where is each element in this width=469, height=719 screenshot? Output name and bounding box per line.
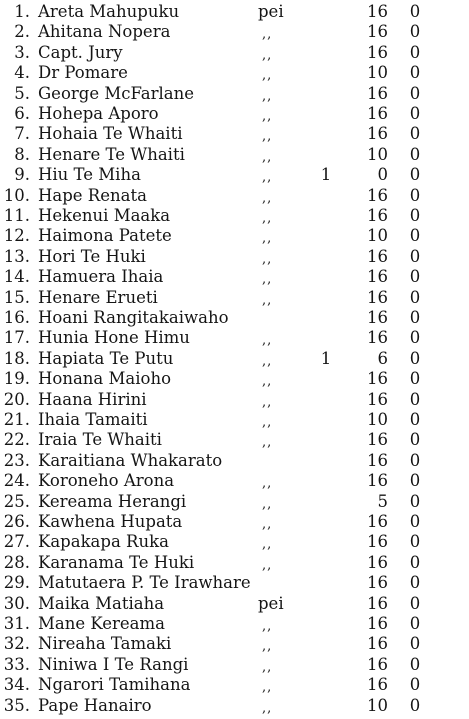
amount-shillings: 5 bbox=[377, 491, 388, 511]
amount-shillings: 0 bbox=[377, 165, 388, 185]
row-number: 26. bbox=[3, 512, 30, 531]
person-name: Iraia Te Whaiti bbox=[38, 430, 162, 450]
list-item bbox=[0, 573, 469, 593]
amount-pence: 0 bbox=[409, 328, 421, 348]
amount-shillings: 16 bbox=[367, 22, 388, 42]
row-number: 8. bbox=[14, 144, 30, 164]
person-name: Hunia Hone Himu bbox=[38, 328, 190, 348]
list-item bbox=[0, 634, 469, 654]
row-number: 18. bbox=[3, 348, 30, 368]
ditto-mark: ,, bbox=[262, 700, 273, 716]
amount-shillings: 16 bbox=[367, 328, 388, 348]
list-item bbox=[0, 267, 469, 287]
amount-shillings: 16 bbox=[367, 552, 388, 572]
amount-pounds: 1 bbox=[320, 165, 332, 185]
amount-shillings: 16 bbox=[367, 83, 388, 103]
amount-shillings: 16 bbox=[367, 246, 388, 266]
ditto-mark: ,, bbox=[262, 394, 273, 410]
row-number: 21. bbox=[3, 410, 30, 429]
list-item bbox=[0, 594, 469, 614]
person-name: Ahitana Nopera bbox=[38, 22, 171, 42]
person-name: Henare Erueti bbox=[38, 287, 158, 307]
amount-shillings: 16 bbox=[367, 42, 388, 62]
ditto-mark: ,, bbox=[262, 190, 273, 206]
person-name: Capt. Jury bbox=[38, 42, 123, 62]
ditto-mark: ,, bbox=[262, 211, 273, 226]
amount-pence: 0 bbox=[409, 165, 421, 185]
amount-pounds: 1 bbox=[320, 348, 332, 368]
list-item bbox=[0, 390, 469, 410]
amount-shillings: 16 bbox=[367, 450, 388, 470]
person-name: George McFarlane bbox=[38, 83, 195, 103]
person-name: Kereama Herangi bbox=[38, 491, 187, 511]
row-number: 25. bbox=[3, 491, 30, 511]
list-item bbox=[0, 696, 469, 716]
amount-shillings: 16 bbox=[367, 430, 388, 450]
row-number: 11. bbox=[3, 206, 30, 225]
ditto-mark: ,, bbox=[262, 353, 273, 369]
ditto-mark: ,, bbox=[262, 557, 273, 573]
row-number: 15. bbox=[3, 287, 30, 307]
row-number: 30. bbox=[3, 593, 30, 613]
amount-pence: 0 bbox=[409, 552, 421, 572]
row-number: 16. bbox=[3, 308, 30, 327]
row-number: 27. bbox=[3, 532, 30, 552]
ditto-mark: ,, bbox=[262, 415, 273, 430]
ditto-mark: ,, bbox=[262, 292, 273, 308]
amount-pence: 0 bbox=[409, 206, 421, 225]
amount-shillings: 16 bbox=[367, 675, 388, 695]
ditto-mark: ,, bbox=[262, 435, 273, 451]
row-number: 14. bbox=[3, 267, 30, 287]
row-number: 31. bbox=[3, 614, 30, 633]
row-number: 34. bbox=[3, 675, 30, 695]
amount-shillings: 16 bbox=[367, 634, 388, 654]
person-name: Haana Hirini bbox=[38, 389, 147, 409]
amount-shillings: 16 bbox=[367, 124, 388, 144]
person-name: Niniwa I Te Rangi bbox=[38, 654, 189, 674]
amount-shillings: 16 bbox=[367, 532, 388, 552]
ditto-mark: ,, bbox=[262, 109, 273, 124]
amount-pence: 0 bbox=[409, 104, 421, 123]
ditto-mark: ,, bbox=[262, 68, 273, 84]
row-number: 4. bbox=[14, 63, 30, 83]
list-item bbox=[0, 492, 469, 512]
person-name: Pape Hanairo bbox=[38, 695, 152, 715]
list-item bbox=[0, 655, 469, 675]
amount-shillings: 16 bbox=[367, 593, 388, 613]
person-name: Dr Pomare bbox=[38, 63, 128, 83]
amount-pence: 0 bbox=[409, 22, 421, 42]
amount-shillings: 16 bbox=[367, 267, 388, 287]
amount-pence: 0 bbox=[409, 144, 421, 164]
list-item bbox=[0, 186, 469, 206]
ditto-mark: ,, bbox=[262, 517, 273, 532]
ditto-mark: ,, bbox=[262, 47, 273, 63]
list-item bbox=[0, 451, 469, 471]
row-number: 12. bbox=[3, 226, 30, 246]
amount-pence: 0 bbox=[409, 246, 421, 266]
list-item bbox=[0, 288, 469, 308]
ditto-mark: ,, bbox=[262, 476, 273, 492]
ditto-mark: ,, bbox=[262, 374, 273, 390]
list-item bbox=[0, 512, 469, 532]
row-number: 29. bbox=[3, 573, 30, 593]
person-name: Hohaia Te Whaiti bbox=[38, 124, 183, 144]
row-number: 1. bbox=[14, 2, 30, 21]
amount-shillings: 16 bbox=[367, 206, 388, 225]
amount-pence: 0 bbox=[409, 124, 421, 144]
row-number: 20. bbox=[3, 389, 30, 409]
person-name: Karanama Te Huki bbox=[38, 552, 195, 572]
list-item bbox=[0, 308, 469, 328]
amount-shillings: 10 bbox=[367, 144, 388, 164]
ditto-mark: ,, bbox=[262, 496, 273, 512]
list-item bbox=[0, 145, 469, 165]
list-item bbox=[0, 349, 469, 369]
list-item bbox=[0, 2, 469, 22]
ditto-mark: ,, bbox=[262, 333, 273, 349]
row-number: 33. bbox=[3, 654, 30, 674]
person-name: Nireaha Tamaki bbox=[38, 634, 172, 654]
list-item bbox=[0, 63, 469, 83]
person-name: Ngarori Tamihana bbox=[38, 675, 191, 695]
ditto-mark: ,, bbox=[262, 619, 273, 634]
row-number: 7. bbox=[14, 124, 30, 144]
list-item bbox=[0, 532, 469, 552]
person-name: Koroneho Arona bbox=[38, 471, 175, 491]
amount-pence: 0 bbox=[409, 287, 421, 307]
amount-shillings: 16 bbox=[367, 369, 388, 389]
person-name: Hamuera Ihaia bbox=[38, 267, 164, 287]
person-name: Hoani Rangitakaiwaho bbox=[38, 308, 229, 327]
ditto-mark: ,, bbox=[262, 659, 273, 675]
list-item bbox=[0, 675, 469, 695]
list-item bbox=[0, 22, 469, 42]
amount-shillings: 16 bbox=[367, 308, 388, 327]
amount-pence: 0 bbox=[409, 675, 421, 695]
list-item bbox=[0, 614, 469, 634]
amount-pence: 0 bbox=[409, 369, 421, 389]
list-item bbox=[0, 471, 469, 491]
row-number: 13. bbox=[3, 246, 30, 266]
person-name: Kapakapa Ruka bbox=[38, 532, 169, 552]
list-item bbox=[0, 430, 469, 450]
person-name: Hori Te Huki bbox=[38, 246, 146, 266]
row-number: 5. bbox=[14, 83, 30, 103]
ditto-mark: ,, bbox=[262, 272, 273, 288]
ditto-mark: ,, bbox=[262, 27, 273, 43]
amount-shillings: 16 bbox=[367, 287, 388, 307]
amount-shillings: 16 bbox=[367, 573, 388, 593]
ditto-mark: ,, bbox=[262, 149, 273, 165]
amount-pence: 0 bbox=[409, 471, 421, 491]
amount-shillings: 16 bbox=[367, 471, 388, 491]
amount-shillings: 10 bbox=[367, 695, 388, 715]
amount-pence: 0 bbox=[409, 512, 421, 531]
amount-shillings: 16 bbox=[367, 104, 388, 123]
person-name: Karaitiana Whakarato bbox=[38, 450, 223, 470]
amount-pence: 0 bbox=[409, 654, 421, 674]
amount-pence: 0 bbox=[409, 573, 421, 593]
row-number: 3. bbox=[14, 42, 30, 62]
person-name: Maika Matiaha bbox=[38, 593, 165, 613]
person-name: Matutaera P. Te Irawhare bbox=[38, 573, 251, 593]
amount-shillings: 16 bbox=[367, 614, 388, 633]
list-item bbox=[0, 104, 469, 124]
ditto-mark: ,, bbox=[262, 231, 273, 247]
person-name: Kawhena Hupata bbox=[38, 512, 183, 531]
list-item bbox=[0, 247, 469, 267]
list-item bbox=[0, 553, 469, 573]
row-number: 2. bbox=[14, 22, 30, 42]
ditto-mark: ,, bbox=[262, 537, 273, 553]
list-item bbox=[0, 43, 469, 63]
ditto-mark: ,, bbox=[262, 639, 273, 655]
amount-pence: 0 bbox=[409, 491, 421, 511]
amount-pence: 0 bbox=[409, 430, 421, 450]
amount-pence: 0 bbox=[409, 83, 421, 103]
amount-pence: 0 bbox=[409, 614, 421, 633]
amount-pence: 0 bbox=[409, 63, 421, 83]
amount-shillings: 16 bbox=[367, 2, 388, 21]
amount-shillings: 16 bbox=[367, 654, 388, 674]
list-item bbox=[0, 369, 469, 389]
row-number: 10. bbox=[3, 185, 30, 205]
amount-pence: 0 bbox=[409, 2, 421, 21]
person-name: Haimona Patete bbox=[38, 226, 172, 246]
person-name: Hohepa Aporo bbox=[38, 104, 159, 123]
amount-pence: 0 bbox=[409, 348, 421, 368]
amount-pence: 0 bbox=[409, 42, 421, 62]
row-number: 35. bbox=[3, 695, 30, 715]
row-number: 17. bbox=[3, 328, 30, 348]
amount-shillings: 6 bbox=[377, 348, 388, 368]
amount-shillings: 16 bbox=[367, 512, 388, 531]
list-item bbox=[0, 124, 469, 144]
amount-shillings: 16 bbox=[367, 185, 388, 205]
amount-pence: 0 bbox=[409, 389, 421, 409]
row-number: 28. bbox=[3, 552, 30, 572]
amount-pence: 0 bbox=[409, 308, 421, 327]
list-item bbox=[0, 206, 469, 226]
ditto-mark: ,, bbox=[262, 251, 273, 267]
ditto-mark: ,, bbox=[262, 88, 273, 104]
unit-label: pei bbox=[258, 593, 284, 613]
unit-label: pei bbox=[258, 2, 284, 21]
person-name: Ihaia Tamaiti bbox=[38, 410, 148, 429]
person-name: Mane Kereama bbox=[38, 614, 165, 633]
row-number: 24. bbox=[3, 471, 30, 491]
amount-pence: 0 bbox=[409, 267, 421, 287]
row-number: 9. bbox=[14, 165, 30, 185]
amount-pence: 0 bbox=[409, 532, 421, 552]
list-item bbox=[0, 84, 469, 104]
amount-shillings: 16 bbox=[367, 389, 388, 409]
person-name: Areta Mahupuku bbox=[38, 2, 180, 21]
row-number: 22. bbox=[3, 430, 30, 450]
row-number: 19. bbox=[3, 369, 30, 389]
amount-pence: 0 bbox=[409, 450, 421, 470]
ditto-mark: ,, bbox=[262, 129, 273, 145]
list-item bbox=[0, 410, 469, 430]
person-name: Hekenui Maaka bbox=[38, 206, 171, 225]
amount-pence: 0 bbox=[409, 695, 421, 715]
person-name: Hape Renata bbox=[38, 185, 147, 205]
amount-pence: 0 bbox=[409, 634, 421, 654]
amount-shillings: 10 bbox=[367, 226, 388, 246]
list-item bbox=[0, 328, 469, 348]
row-number: 32. bbox=[3, 634, 30, 654]
amount-shillings: 10 bbox=[367, 63, 388, 83]
list-item bbox=[0, 226, 469, 246]
row-number: 6. bbox=[14, 104, 30, 123]
amount-pence: 0 bbox=[409, 226, 421, 246]
ditto-mark: ,, bbox=[262, 170, 273, 186]
person-name: Hapiata Te Putu bbox=[38, 348, 174, 368]
amount-pence: 0 bbox=[409, 593, 421, 613]
person-name: Honana Maioho bbox=[38, 369, 171, 389]
row-number: 23. bbox=[3, 450, 30, 470]
person-name: Henare Te Whaiti bbox=[38, 144, 185, 164]
amount-pence: 0 bbox=[409, 185, 421, 205]
amount-pence: 0 bbox=[409, 410, 421, 429]
ditto-mark: ,, bbox=[262, 680, 273, 696]
person-name: Hiu Te Miha bbox=[38, 165, 141, 185]
amount-shillings: 10 bbox=[367, 410, 388, 429]
list-item bbox=[0, 165, 469, 185]
